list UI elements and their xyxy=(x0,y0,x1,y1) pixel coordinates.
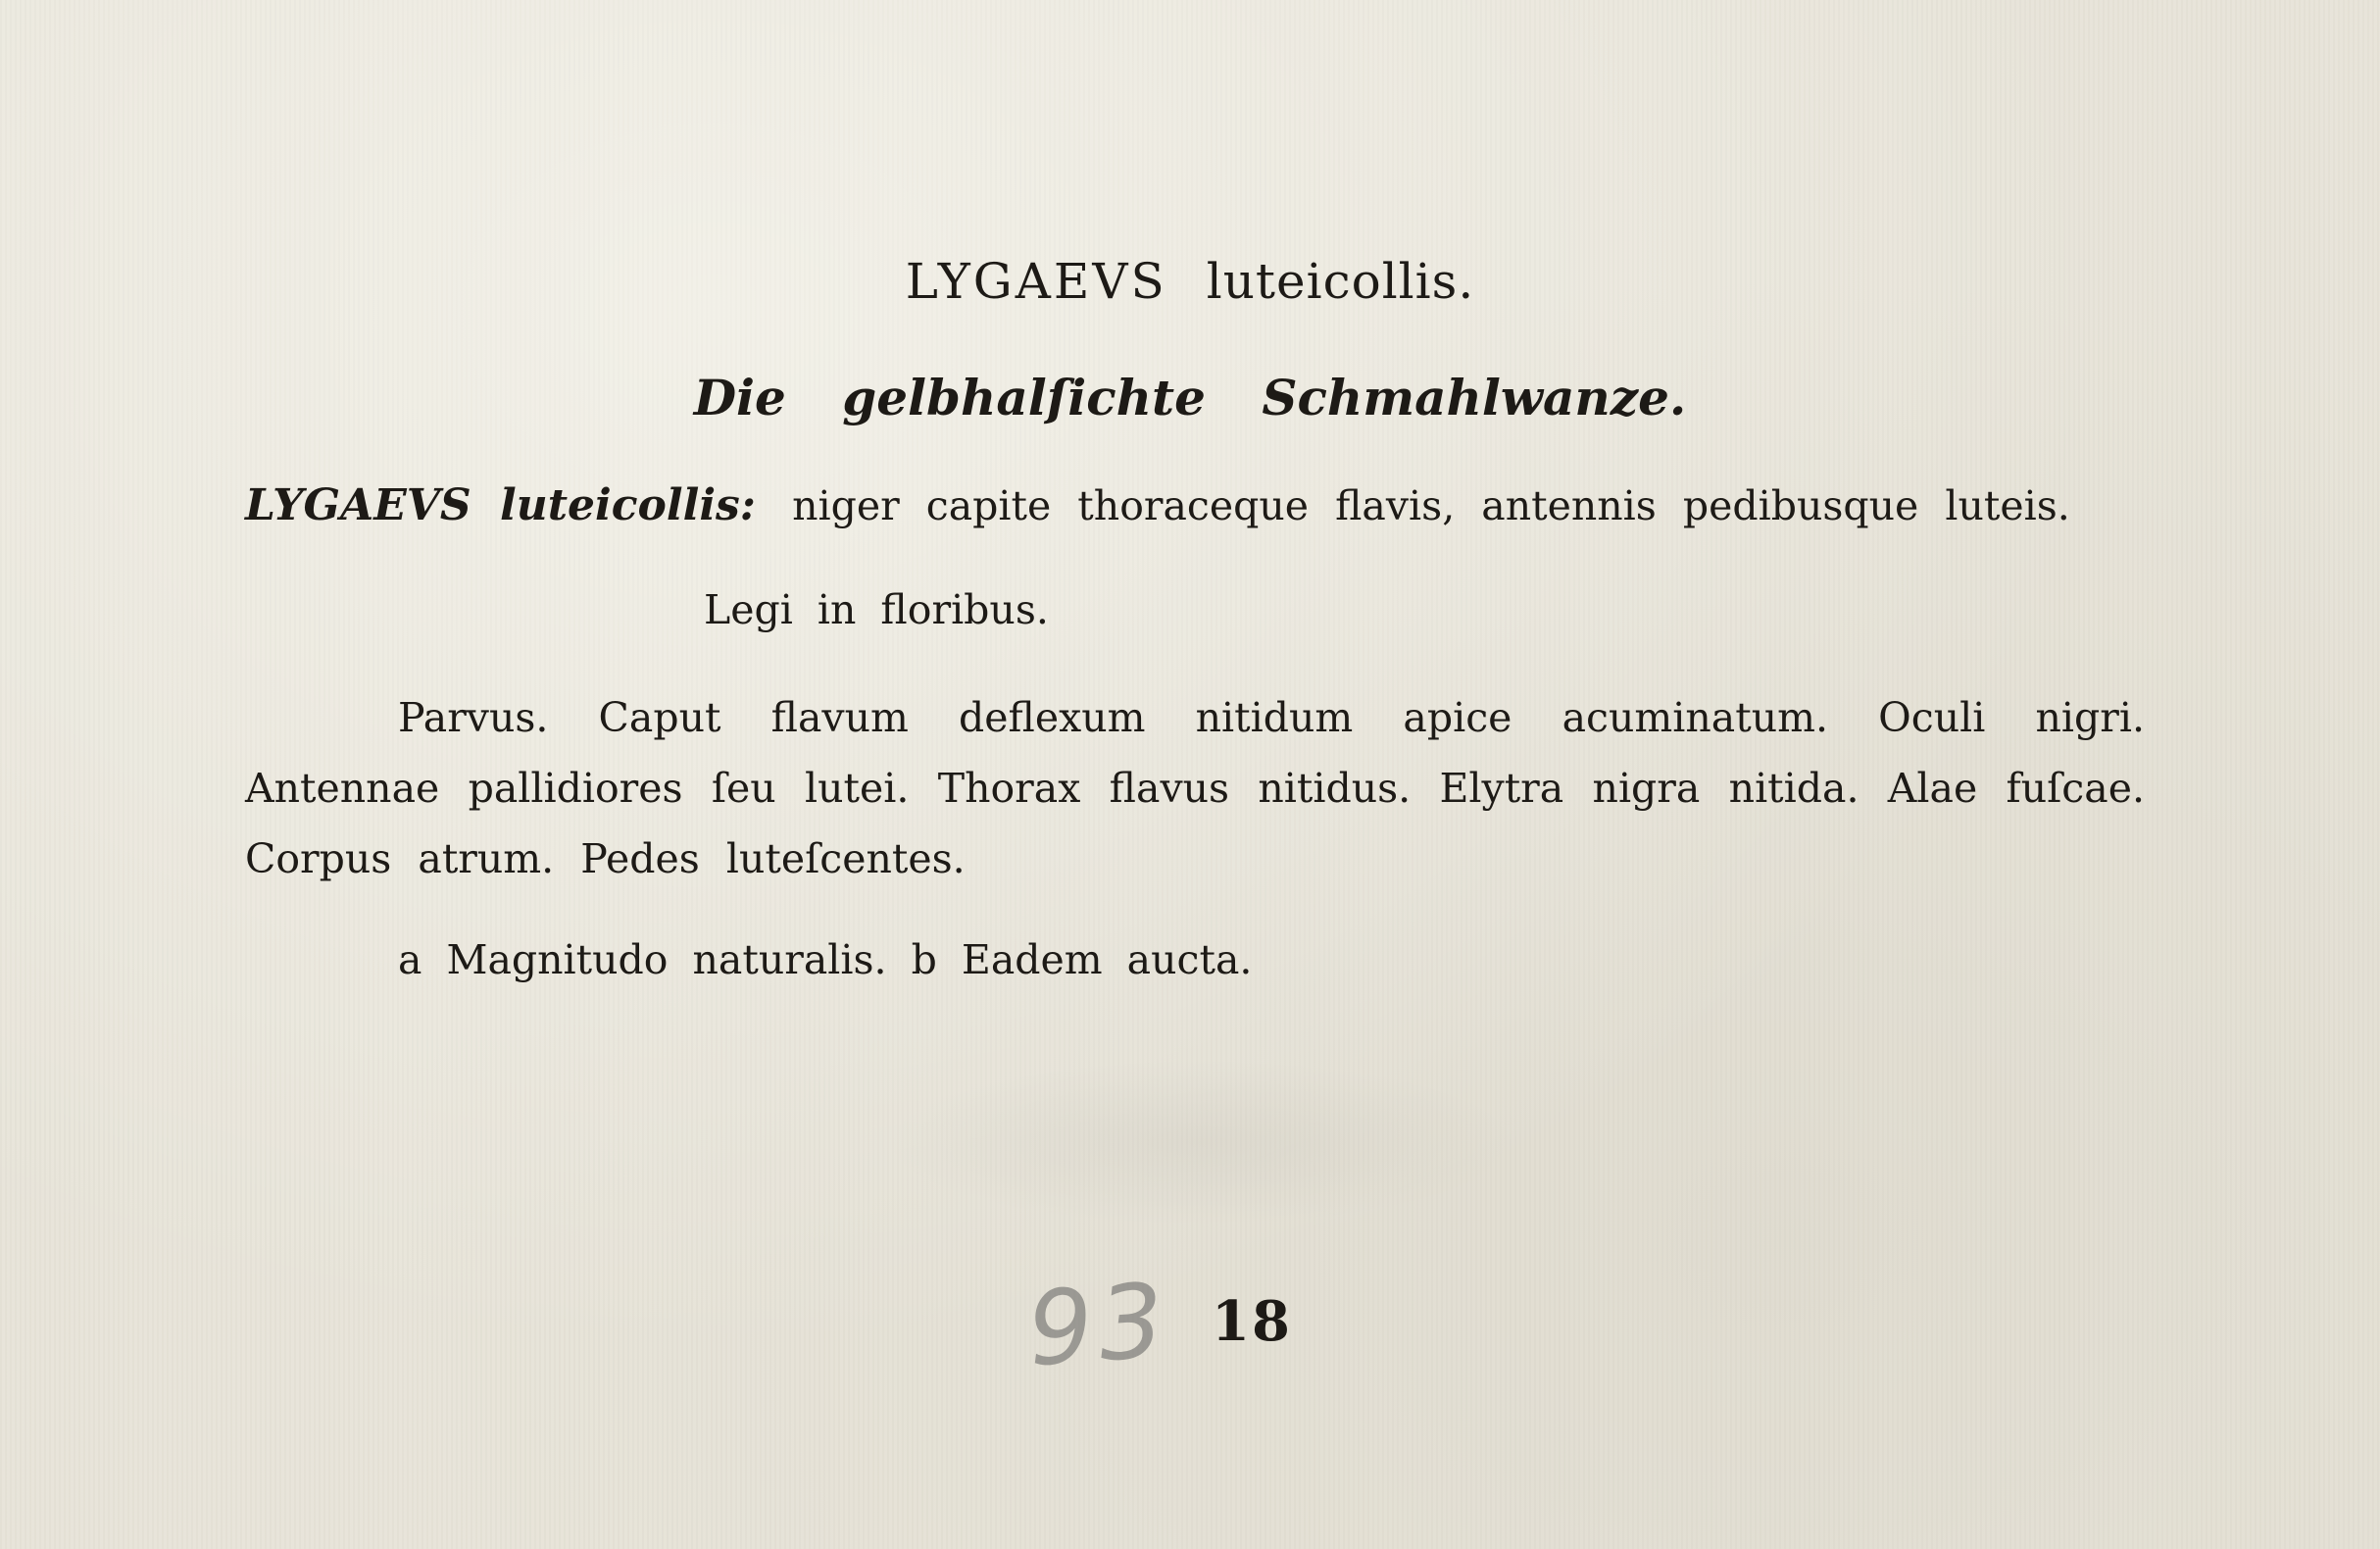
diagnosis-text: niger capite thoraceque flavis, antennis pedibusque luteis. xyxy=(792,482,2070,529)
species-diagnosis xyxy=(245,480,2070,530)
show-through-shadow xyxy=(882,1059,1519,1225)
pencil-annotation: 93 xyxy=(1023,1260,1174,1390)
page-number: 18 xyxy=(1212,1289,1292,1354)
figure-explanation: a Magnitudo naturalis. b Eadem aucta. xyxy=(398,936,1253,983)
species-epithet: luteicollis. xyxy=(1206,253,1475,310)
collecting-locality: Legi in floribus. xyxy=(704,586,1049,633)
species-title xyxy=(0,253,2380,310)
german-common-name: Die gelbhalſichte Schmahlwanze. xyxy=(693,369,1687,426)
diagnosis-species-name: LYGAEVS luteicollis: xyxy=(245,480,757,530)
species-description: Parvus. Caput flavum deflexum nitidum apice acuminatum. Oculi nigri. Antennae pallidiores ſeu lutei. Thorax flavus nitidus. Elytra nigra nitida. Alae fuſcae. Corpus atrum. Pedes luteſcentes. xyxy=(245,694,2145,882)
genus-name: LYGAEVS xyxy=(905,253,1167,310)
